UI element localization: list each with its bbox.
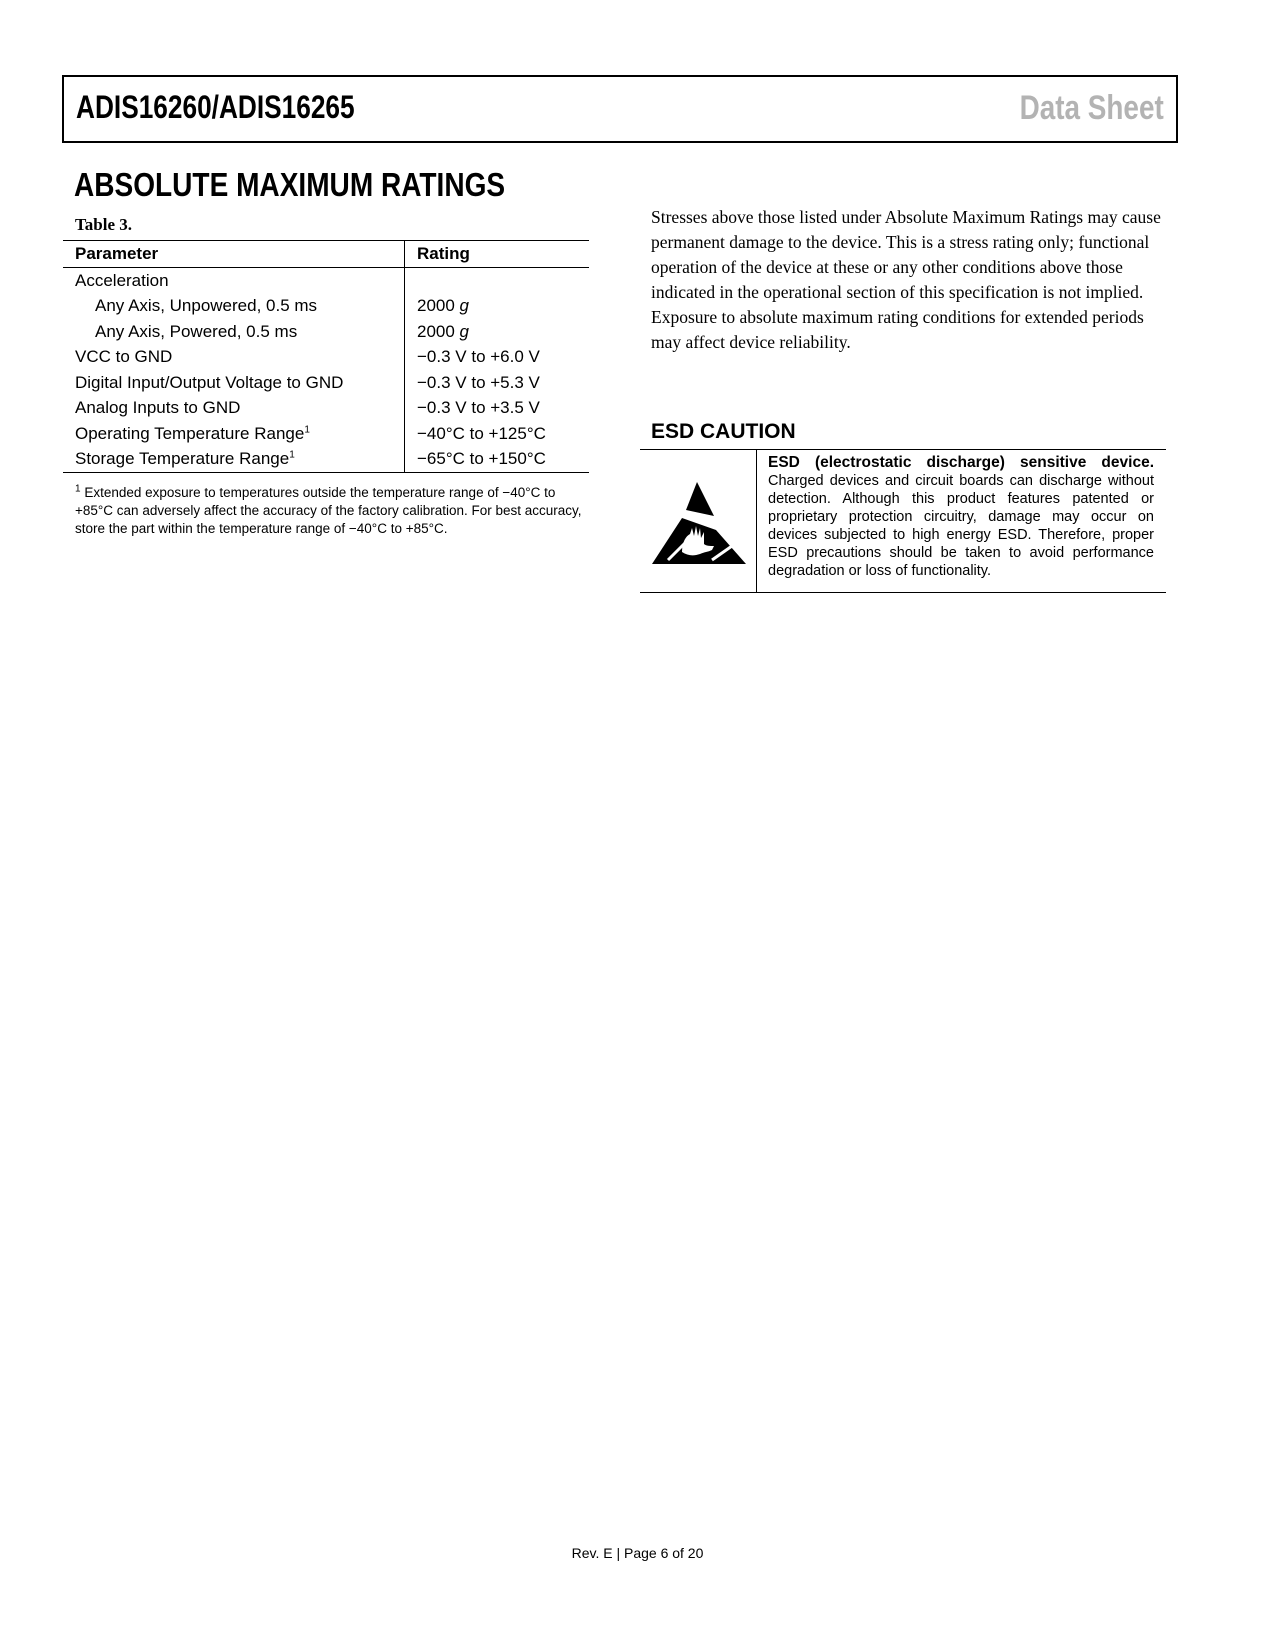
ratings-table <box>63 240 589 473</box>
rating-cell: −0.3 V to +6.0 V <box>405 345 590 371</box>
parameter-cell: Acceleration <box>75 270 169 290</box>
esd-text <box>768 454 1154 580</box>
section-title: ABSOLUTE MAXIMUM RATINGS <box>74 166 506 203</box>
parameter-text: Operating Temperature Range <box>75 423 305 443</box>
column-header-rating: Rating <box>405 241 590 268</box>
table-row <box>63 319 589 345</box>
table-row <box>63 421 589 447</box>
page-footer: Rev. E | Page 6 of 20 <box>571 1545 704 1561</box>
footnote-text: Extended exposure to temperatures outside the temperature range of −40°C to +85°C can adversely affect the accuracy of the factory calibration. For best accuracy, store the part within the temperature range of −40°C to +85°C. <box>75 485 582 536</box>
rating-cell: −40°C to +125°C <box>405 421 590 447</box>
esd-caution-box <box>640 449 1166 593</box>
table-caption: Table 3. <box>75 215 133 234</box>
parameter-cell <box>63 447 405 473</box>
rating-cell: −0.3 V to +5.3 V <box>405 370 590 396</box>
table-row <box>63 294 589 320</box>
footnote-number: 1 <box>75 483 81 495</box>
parameter-cell: Digital Input/Output Voltage to GND <box>75 372 344 392</box>
parameter-cell <box>63 421 405 447</box>
table-row <box>63 396 589 422</box>
column-header-parameter: Parameter <box>63 241 405 268</box>
stress-paragraph: Stresses above those listed under Absolute Maximum Ratings may cause permanent damage to the device. This is a stress rating only; functional operation of the device at these or any other conditions above those indicated in the operational section of this specification is not implied. Exposure to absolute maximum rating conditions for extended periods may affect device reliability. <box>651 207 1161 352</box>
rating-cell: 2000 g <box>405 319 590 345</box>
parameter-cell: Any Axis, Unpowered, 0.5 ms <box>95 296 318 316</box>
rating-cell: 2000 g <box>405 294 590 320</box>
parameter-cell: Analog Inputs to GND <box>75 398 241 418</box>
parameter-cell: VCC to GND <box>75 347 173 367</box>
rating-cell <box>405 268 590 294</box>
esd-warning-icon <box>652 480 746 566</box>
footnote-marker: 1 <box>304 424 310 436</box>
esd-heading: ESD CAUTION <box>651 420 796 443</box>
parameter-text: Storage Temperature Range <box>75 449 290 469</box>
table-row <box>63 345 589 371</box>
table-row <box>63 268 589 294</box>
table-header-row <box>63 241 589 268</box>
doc-type: Data Sheet <box>1019 89 1164 127</box>
esd-icon-cell <box>640 450 757 592</box>
parameter-cell: Any Axis, Powered, 0.5 ms <box>95 321 298 341</box>
footnote-marker: 1 <box>289 449 295 461</box>
part-number: ADIS16260/ADIS16265 <box>76 89 355 125</box>
esd-body: Charged devices and circuit boards can discharge without detection. Although this product features patented or proprietary protection circuitry, damage may occur on devices subjected to high energy ESD. Therefore, proper ESD precautions should be taken to avoid performance degradation or loss of functionality. <box>768 473 1154 579</box>
table-row <box>63 370 589 396</box>
rating-cell: −65°C to +150°C <box>405 447 590 473</box>
table-row <box>63 447 589 473</box>
esd-lead: ESD (electrostatic discharge) sensitive device. <box>768 454 1154 471</box>
table-footnote <box>75 484 587 538</box>
rating-cell: −0.3 V to +3.5 V <box>405 396 590 422</box>
page-header <box>62 75 1178 143</box>
